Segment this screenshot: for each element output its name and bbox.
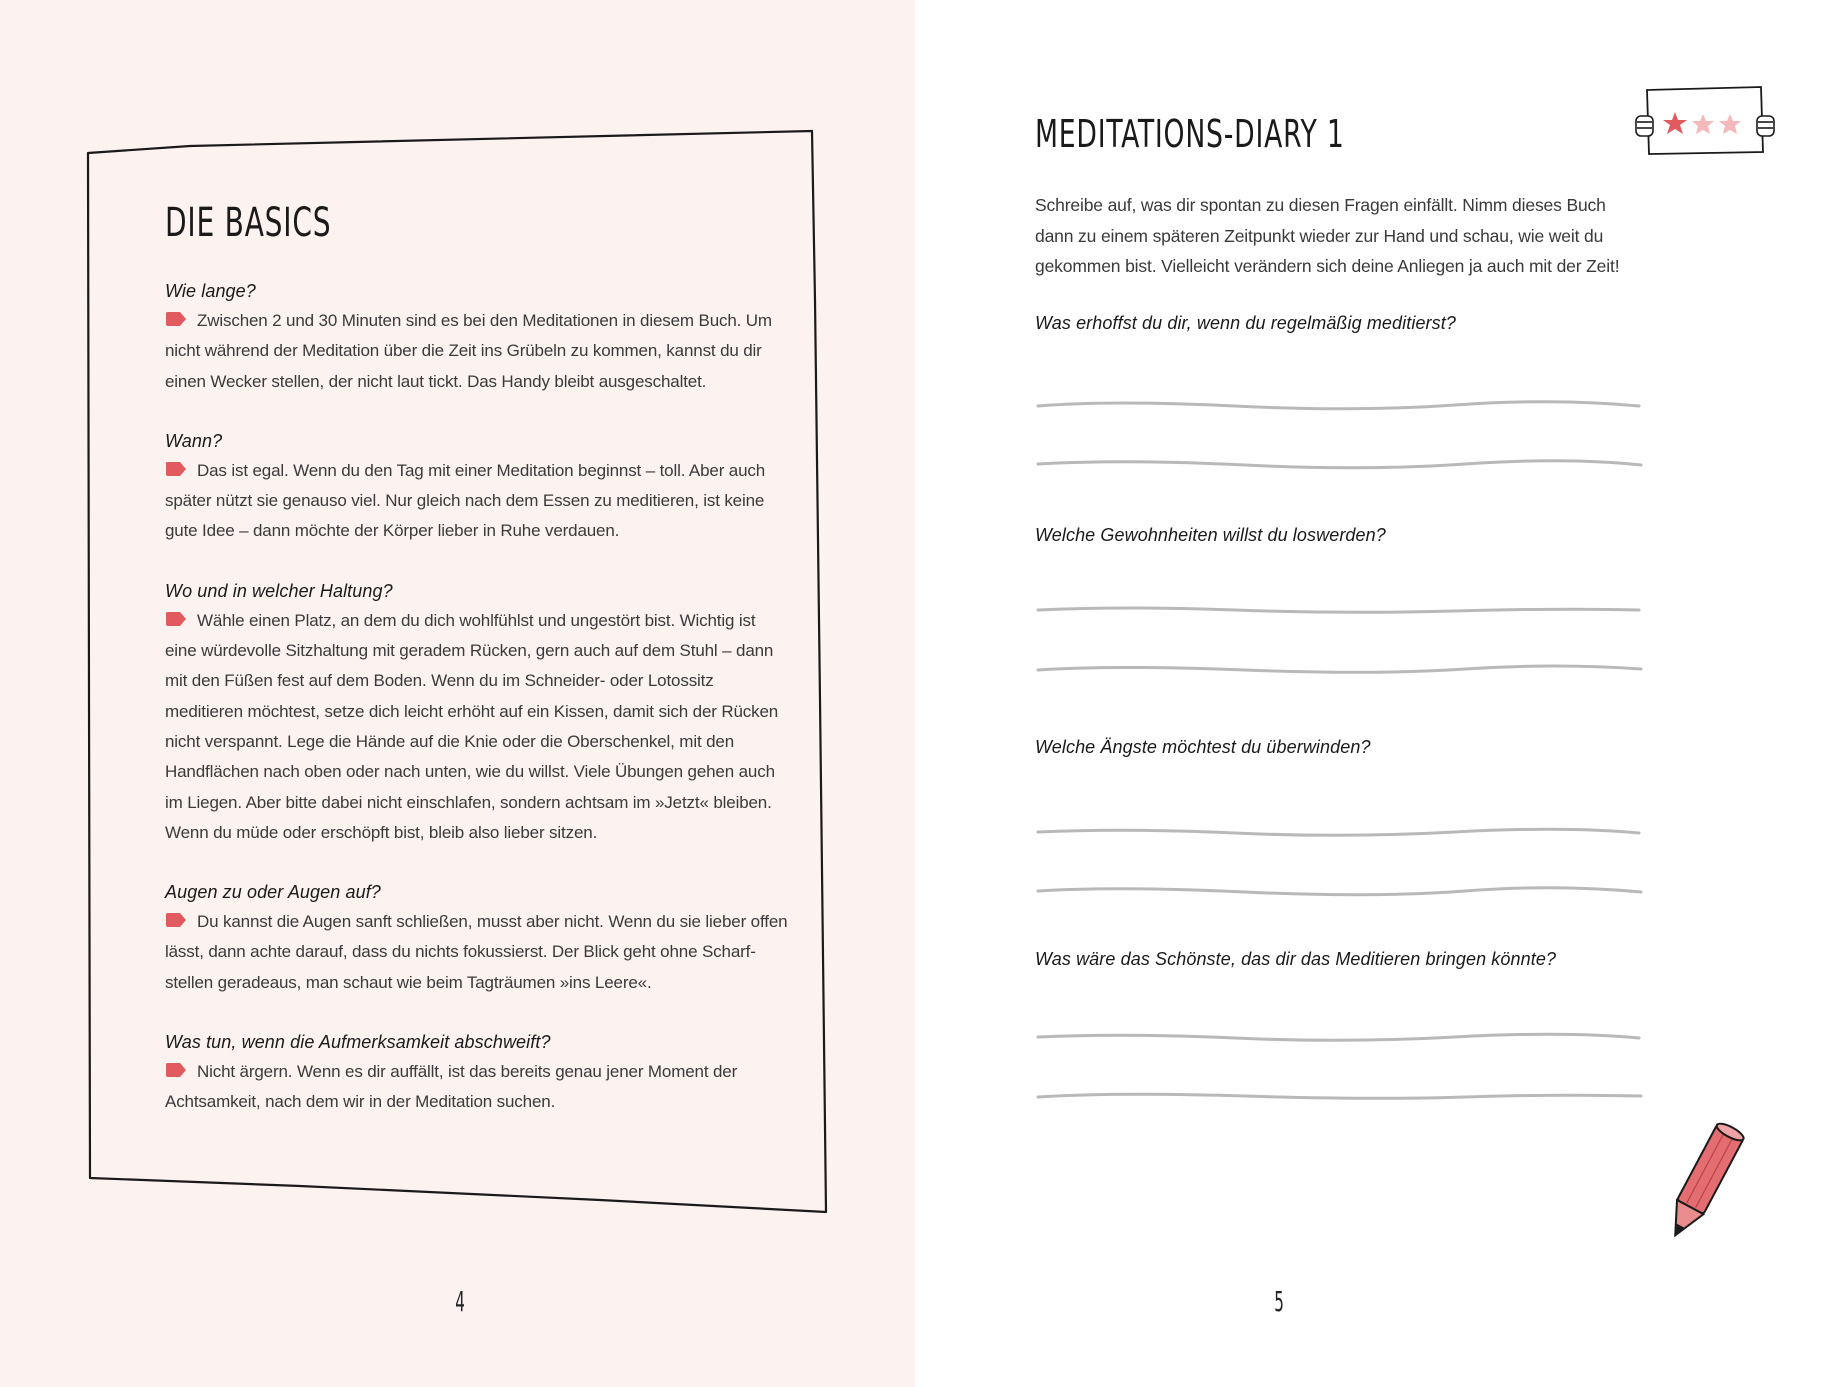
write-line[interactable] (1035, 1028, 1645, 1046)
answer-line: mit den Füßen fest auf dem Boden. Wenn du im Schneider- oder Lotossitz (165, 671, 714, 691)
answer-line: stellen geradeaus, man schaut wie beim Tagträumen »ins Leere«. (165, 972, 652, 992)
answer-line: Wähle einen Platz, an dem du dich wohlfühlst und ungestört bist. Wichtig ist (197, 610, 756, 630)
section-answer (165, 606, 805, 848)
intro-line: dann zu einem späteren Zeitpunkt wieder zur Hand und schau, wie weit du (1035, 225, 1604, 246)
section-augen (165, 877, 805, 998)
section-answer (165, 907, 805, 998)
answer-line: nicht verspannt. Lege die Hände auf die Knie oder die Oberschenkel, mit den (165, 731, 735, 751)
pencil-icon (1647, 1118, 1757, 1253)
arrow-marker-icon (165, 311, 187, 327)
answer-line: nicht während der Meditation über die Zeit ins Grübeln zu kommen, kannst du dir (165, 341, 762, 361)
basics-box (165, 200, 805, 1147)
section-question: Wann? (165, 430, 223, 451)
diary-question-2: Welche Gewohnheiten willst du loswerden? (1035, 525, 1386, 545)
write-line[interactable] (1035, 1087, 1645, 1105)
write-line[interactable] (1035, 455, 1645, 473)
write-line[interactable] (1035, 823, 1645, 841)
answer-line: Du kannst die Augen sanft schließen, musst aber nicht. Wenn du sie lieber offen (197, 912, 788, 932)
arrow-marker-icon (165, 461, 187, 477)
answer-line: eine würdevolle Sitzhaltung mit geradem Rücken, gern auch auf dem Stuhl – dann (165, 641, 774, 661)
section-question: Wo und in welcher Haltung? (165, 580, 393, 601)
section-wann (165, 426, 805, 547)
answer-line: im Liegen. Aber bitte dabei nicht einschlafen, sondern achtsam im »Jetzt« bleiben. (165, 792, 772, 812)
section-answer (165, 456, 805, 547)
answer-line: Achtsamkeit, nach dem wir in der Meditation suchen. (165, 1092, 556, 1112)
diary-title: MEDITATIONS-DIARY 1 (1035, 112, 1345, 156)
section-abschweifen (165, 1027, 805, 1118)
answer-line: später nützt sie genauso viel. Nur gleich nach dem Essen zu meditieren, ist keine (165, 491, 765, 511)
intro-line: gekommen bist. Vielleicht verändern sich deine Anliegen ja auch mit der Zeit! (1035, 256, 1620, 276)
arrow-marker-icon (165, 912, 187, 928)
write-line[interactable] (1035, 601, 1645, 619)
arrow-marker-icon (165, 1062, 187, 1078)
section-wie-lange (165, 276, 805, 397)
answer-line: Handflächen nach oben oder nach unten, wie du willst. Viele Übungen gehen auch (165, 762, 775, 782)
diary-question-4: Was wäre das Schönste, das dir das Meditieren bringen könnte? (1035, 949, 1557, 969)
write-line[interactable] (1035, 660, 1645, 678)
right-page (915, 0, 1830, 1387)
difficulty-stars (1633, 84, 1783, 160)
answer-line: lässt, dann achte darauf, dass du nichts fokussierst. Der Blick geht ohne Scharf- (165, 942, 756, 962)
section-question: Was tun, wenn die Aufmerksamkeit abschweift? (165, 1032, 551, 1053)
write-line[interactable] (1035, 396, 1645, 414)
answer-line: Das ist egal. Wenn du den Tag mit einer Meditation beginnst – toll. Aber auch (197, 460, 766, 480)
write-line[interactable] (1035, 882, 1645, 900)
answer-line: Zwischen 2 und 30 Minuten sind es bei den Meditationen in diesem Buch. Um (197, 311, 772, 330)
diary-intro (1035, 190, 1655, 282)
answer-line: Wenn du müde oder erschöpft bist, bleib also lieber sitzen. (165, 822, 598, 842)
arrow-marker-icon (165, 611, 187, 627)
answer-line: Nicht ärgern. Wenn es dir auffällt, ist das bereits genau jener Moment der (197, 1062, 738, 1082)
section-answer (165, 1057, 805, 1118)
answer-line: gute Idee – dann möchte der Körper lieber in Ruhe verdauen. (165, 521, 620, 541)
diary-question-3: Welche Ängste möchtest du überwinden? (1035, 737, 1371, 757)
diary-question-1: Was erhoffst du dir, wenn du regelmäßig meditierst? (1035, 313, 1456, 333)
basics-title: DIE BASICS (165, 200, 332, 246)
page-number: 4 (455, 1285, 465, 1318)
page-number: 5 (1274, 1285, 1284, 1318)
section-haltung (165, 576, 805, 848)
section-question: Augen zu oder Augen auf? (165, 882, 381, 903)
section-answer (165, 306, 805, 397)
answer-line: einen Wecker stellen, der nicht laut tickt. Das Handy bleibt ausgeschaltet. (165, 371, 707, 391)
answer-line: meditieren möchtest, setze dich leicht erhöht auf ein Kissen, damit sich der Rücken (165, 701, 779, 721)
section-question: Wie lange? (165, 281, 256, 301)
intro-line: Schreibe auf, was dir spontan zu diesen Fragen einfällt. Nimm dieses Buch (1035, 195, 1606, 215)
